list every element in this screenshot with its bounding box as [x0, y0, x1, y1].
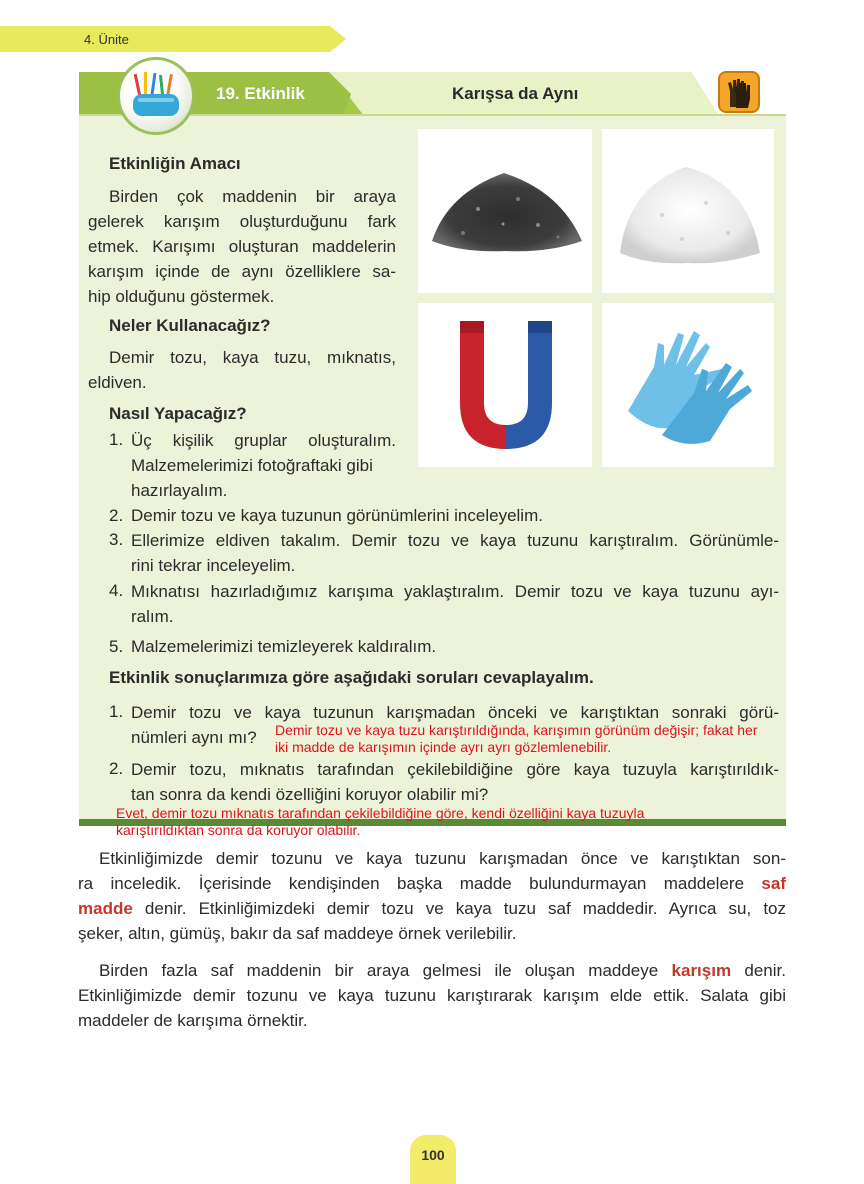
gloves-icon — [718, 71, 760, 113]
step-5: Malzemelerimizi temizleyerek kaldıralım. — [131, 637, 437, 656]
activity-title: Karışsa da Aynı — [452, 84, 579, 103]
step-number: 3. — [109, 530, 124, 549]
purpose-line: karışım içinde de aynı özelliklere sa- — [88, 262, 396, 281]
questions-heading: Etkinlik sonuçlarımıza göre aşağıdaki soruları cevaplayalım. — [109, 668, 594, 687]
answer-line: iki madde de karışımın içinde ayrı ayrı gözlemlenebilir. — [275, 739, 612, 755]
gloves-photo — [602, 303, 774, 467]
step-number: 4. — [109, 581, 124, 600]
step-number: 2. — [109, 506, 124, 525]
purpose-heading: Etkinliğin Amacı — [109, 154, 241, 173]
question-line: Demir tozu, mıknatıs tarafından çekilebildiğine göre kaya tuzuyla karıştırıldık- — [131, 760, 779, 779]
step-3 — [131, 528, 779, 578]
paragraph-line: Etkinliğimizde demir tozunu ve kaya tuzunu karıştırarak karışım elde ettik. Salata gibi — [78, 986, 786, 1005]
answer-line: Evet, demir tozu mıknatıs tarafından çekilebildiğine göre, kendi özelliğini kaya tuzuyla — [116, 805, 645, 821]
purpose-line: Birden çok maddenin bir araya — [109, 187, 396, 206]
answer-2 — [116, 805, 644, 839]
iron-powder-photo — [418, 129, 592, 293]
step-4 — [131, 579, 779, 629]
page-number: 100 — [421, 1147, 445, 1163]
term-karisim: karışım — [671, 961, 732, 980]
rock-salt-photo — [602, 129, 774, 293]
step-2: Demir tozu ve kaya tuzunun görünümlerini inceleyelim. — [131, 506, 543, 525]
step-line: Malzemelerimizi fotoğraftaki gibi — [131, 456, 373, 475]
magnet-photo — [418, 303, 592, 467]
materials-heading: Neler Kullanacağız? — [109, 316, 271, 335]
step-line: Ellerimize eldiven takalım. Demir tozu ve kaya tuzunu karıştıralım. Görünümle- — [131, 531, 779, 550]
step-line: Üç kişilik gruplar oluşturalım. — [131, 431, 396, 450]
paragraph-pure-substance — [78, 846, 786, 946]
answer-line: karıştırıldıktan sonra da koruyor olabilir. — [116, 822, 361, 838]
step-line: rini tekrar inceleyelim. — [131, 556, 296, 575]
materials-line: eldiven. — [88, 373, 147, 392]
stationery-case-icon — [117, 57, 195, 135]
paragraph-line: Etkinliğimizde demir tozunu ve kaya tuzunu karışmadan önce ve karıştıktan son- — [99, 849, 786, 868]
materials-text — [88, 345, 396, 395]
step-1 — [131, 428, 396, 503]
paragraph-line: şeker, altın, gümüş, bakır da saf maddeye örnek verilebilir. — [78, 924, 517, 943]
purpose-line: etmek. Karışımı oluşturan maddelerin — [88, 237, 396, 256]
paragraph-mixture — [78, 958, 786, 1033]
paragraph-line — [78, 896, 786, 921]
answer-1 — [275, 722, 757, 756]
term-madde: madde — [78, 899, 133, 918]
step-number: 5. — [109, 637, 124, 656]
purpose-line: hip olduğunu göstermek. — [88, 287, 275, 306]
purpose-line: gelerek karışım oluşturduğunu fark — [88, 212, 396, 231]
steps-heading: Nasıl Yapacağız? — [109, 404, 247, 423]
activity-number: 19. Etkinlik — [216, 84, 305, 103]
paragraph-text: denir. Etkinliğimizdeki demir tozu ve kaya tuzu saf maddedir. Ayrıca su, toz — [144, 899, 786, 918]
step-line: Mıknatısı hazırladığımız karışıma yaklaştıralım. Demir tozu ve kaya tuzunu ayı- — [131, 582, 779, 601]
purpose-text — [88, 184, 396, 309]
materials-line: Demir tozu, kaya tuzu, mıknatıs, — [109, 348, 396, 367]
question-line: tan sonra da kendi özelliğini koruyor olabilir mi? — [131, 785, 489, 804]
paragraph-text: ra inceledik. İçerisinde kendişinden başka madde bulundurmayan maddelere — [78, 874, 745, 893]
paragraph-text: Birden fazla saf maddenin bir araya gelmesi ile oluşan maddeye — [99, 961, 659, 980]
step-line: hazırlayalım. — [131, 481, 228, 500]
step-number: 1. — [109, 430, 124, 449]
question-number: 1. — [109, 702, 124, 721]
unit-label: 4. Ünite — [84, 32, 129, 47]
term-saf: saf — [761, 874, 786, 893]
answer-line: Demir tozu ve kaya tuzu karıştırıldığında, karışımın görünüm değişir; fakat her — [275, 722, 758, 738]
paragraph-line — [78, 871, 786, 896]
question-line: Demir tozu ve kaya tuzunun karışmadan önceki ve karıştıktan sonraki görü- — [131, 703, 779, 722]
unit-tab — [0, 26, 346, 52]
question-number: 2. — [109, 759, 124, 778]
step-line: ralım. — [131, 607, 174, 626]
paragraph-text: denir. — [744, 961, 786, 980]
paragraph-line — [78, 958, 786, 983]
question-2 — [131, 757, 779, 807]
paragraph-line: maddeler de karışıma örnektir. — [78, 1011, 308, 1030]
question-line: nümleri aynı mı? — [131, 728, 257, 747]
